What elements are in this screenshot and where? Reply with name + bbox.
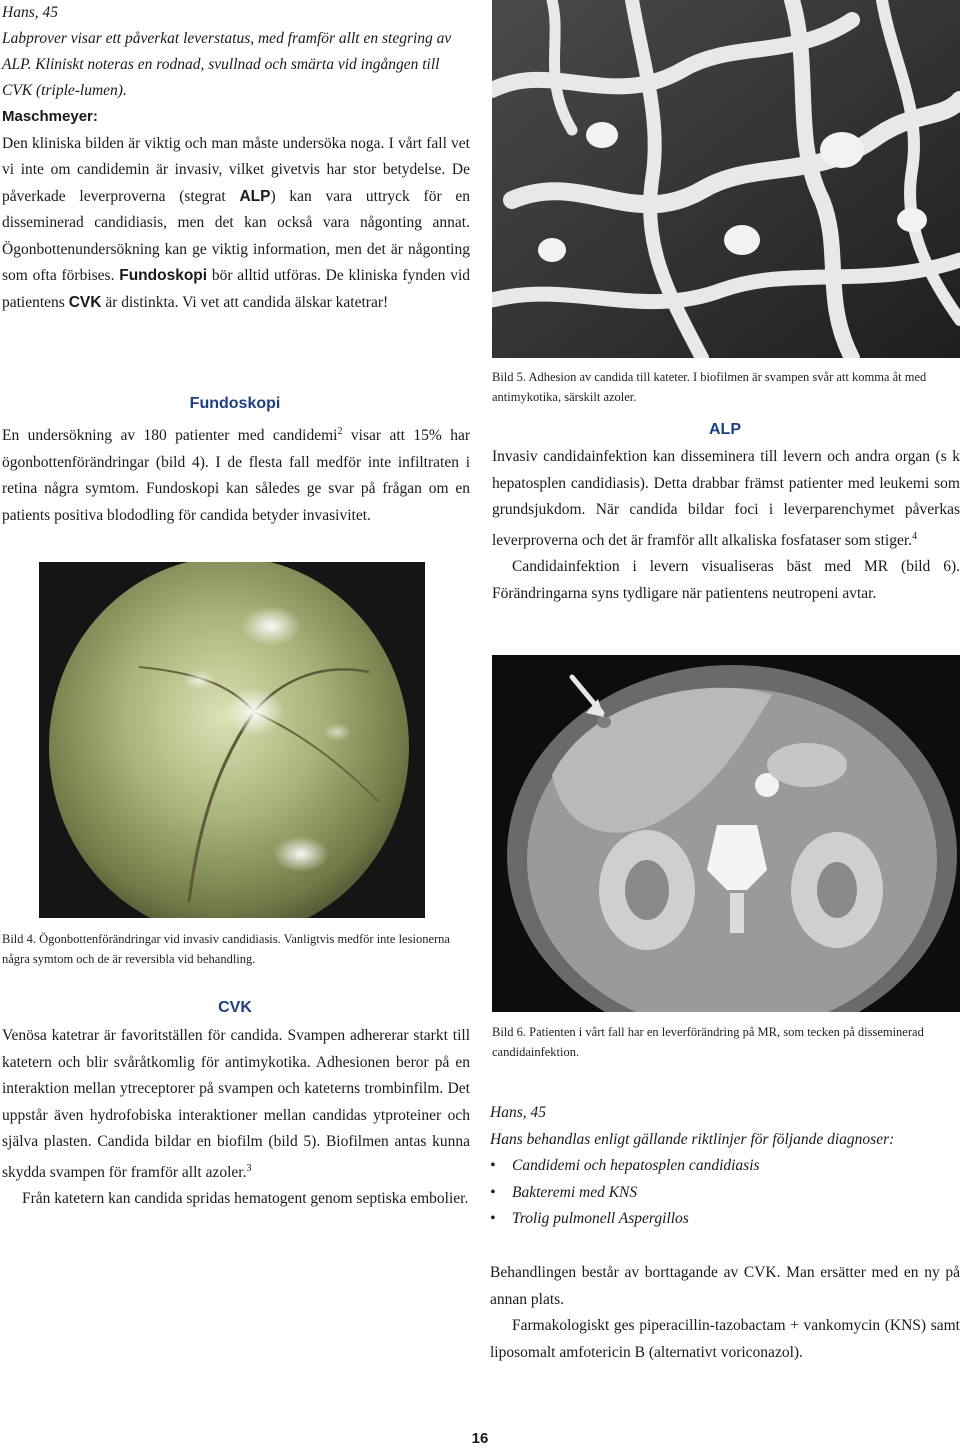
fundoskopi-text-a: En undersökning av 180 patienter med candidemi [2, 427, 338, 445]
maschmeyer-cvk: CVK [68, 293, 102, 311]
fundoskopi-text-b: visar att 15% har ögonbottenförändringar (bild 4). I de flesta fall medför inte infiltraten i retina några symtom. Fundoskopi kan således ge svar på frågan om en patients positiva blododling för candida betyder invasivitet. [2, 427, 470, 524]
maschmeyer-comment [2, 104, 470, 316]
case-intro-patient: Hans, 45 [2, 4, 58, 21]
mr-scan-image [492, 655, 960, 1012]
alp-text-a: Invasiv candidainfektion kan disseminera till levern och andra organ (s k hepatosplen candidiasis). Detta drabbar främst patienter med leukemi som grundsjukdom. När candida bildar foci i leverparenchymet påverkas leverproverna och det är framför allt alkaliska fosfataser som stiger. [492, 448, 960, 549]
biofilm-photo-image [492, 0, 960, 358]
fundoskopi-text [2, 419, 470, 529]
maschmeyer-text-4: är distinkta. Vi vet att candida älskar katetrar! [101, 293, 389, 311]
bild6-caption: Bild 6. Patienten i vårt fall har en leverförändring på MR, som tecken på disseminerad candidainfektion. [492, 1025, 924, 1059]
case-followup [490, 1100, 960, 1233]
bullet-icon: • [490, 1210, 496, 1227]
biofilm-photo [492, 0, 960, 358]
bullet-icon: • [490, 1183, 496, 1201]
alp-text [492, 444, 960, 607]
reference-3: 3 [246, 1162, 252, 1174]
maschmeyer-name: Maschmeyer: [2, 108, 98, 125]
diagnosis-label: Trolig pulmonell Aspergillos [512, 1210, 689, 1227]
maschmeyer-paragraph [2, 131, 470, 317]
cvk-text-a: Venösa katetrar är favoritställen för candida. Svampen adhererar starkt till katetern och blir svåråtkomlig för antimykotika. Adhesionen beror på en interaktion mellan ytreceptorer på svampen och kateterns trombinfilm. Det uppstår även hydrofobiska interaktioner mellan candidas ytproteiner och själva plasten. Candida bildar en biofilm (bild 5). Biofilmen antas kunna skydda svampen för framför allt azoler. [2, 1027, 470, 1181]
mr-scan-photo [492, 655, 960, 1012]
bild5-caption: Bild 5. Adhesion av candida till kateter. I biofilmen är svampen svår att komma åt med antimykotika, särskilt azoler. [492, 370, 927, 404]
case-intro-text: Labprover visar ett påverkat leverstatus, med framför allt en stegring av ALP. Kliniskt noteras en rodnad, svullnad och smärta vid ingången till CVK (triple-lumen). [2, 30, 452, 99]
cvk-heading: CVK [218, 999, 252, 1016]
maschmeyer-text-3: bör alltid utföras. De kliniska fynden vid patientens [2, 267, 471, 311]
reference-4: 4 [912, 530, 918, 542]
page-number: 16 [471, 1430, 489, 1447]
alp-paragraph-1 [492, 444, 960, 554]
diagnosis-item [490, 1206, 960, 1233]
maschmeyer-alp: ALP [239, 187, 271, 205]
fundoskopi-heading: Fundoskopi [189, 395, 281, 412]
maschmeyer-fundoskopi: Fundoskopi [119, 267, 208, 284]
cvk-text [2, 1023, 470, 1213]
case-followup-intro: Hans behandlas enligt gällande riktlinjer för följande diagnoser: [490, 1130, 895, 1148]
case-intro [2, 0, 470, 104]
diagnosis-label: Bakteremi med KNS [512, 1183, 638, 1201]
alp-heading: ALP [709, 421, 741, 438]
maschmeyer-text-1: Den kliniska bilden är viktig och man måste undersöka noga. I vårt fall vet vi inte om candidemin är invasiv, vilket givetvis har stor betydelse. De påverkade leverproverna (stegrat [2, 134, 470, 205]
case-followup-patient: Hans, 45 [490, 1104, 546, 1121]
fundoskopi-paragraph [2, 419, 470, 529]
fundus-photo-image [39, 562, 425, 918]
treatment-paragraph-1: Behandlingen består av borttagande av CVK. Man ersätter med en ny på annan plats. [490, 1264, 960, 1308]
diagnosis-item [490, 1180, 960, 1207]
diagnosis-label: Candidemi och hepatosplen candidiasis [512, 1157, 760, 1174]
alp-paragraph-2: Candidainfektion i levern visualiseras bäst med MR (bild 6). Förändringarna syns tydligare när patientens neutropeni avtar. [492, 558, 960, 602]
maschmeyer-text-2: ) kan vara uttryck för en disseminerad candidiasis, men det kan också vara någonting annat. Ögonbottenundersökning kan ge viktig information, men det är någonting som ofta förbises. [2, 187, 470, 284]
fundus-photo [39, 562, 425, 918]
bullet-icon: • [490, 1157, 496, 1174]
cvk-paragraph-2: Från katetern kan candida spridas hematogent genom septiska embolier. [22, 1190, 469, 1208]
diagnosis-list [490, 1153, 960, 1233]
bild4-caption: Bild 4. Ögonbottenförändringar vid invasiv candidiasis. Vanligtvis medför inte lesionerna några symtom och de är reversibla vid behandling. [2, 932, 450, 966]
cvk-paragraph-1 [2, 1023, 470, 1186]
treatment-paragraph-2: Farmakologiskt ges piperacillin-tazobactam + vankomycin (KNS) samt liposomalt amfotericin B (alternativt voriconazol). [490, 1317, 960, 1361]
reference-2: 2 [337, 426, 343, 437]
diagnosis-item [490, 1153, 960, 1180]
treatment-text [490, 1260, 960, 1366]
